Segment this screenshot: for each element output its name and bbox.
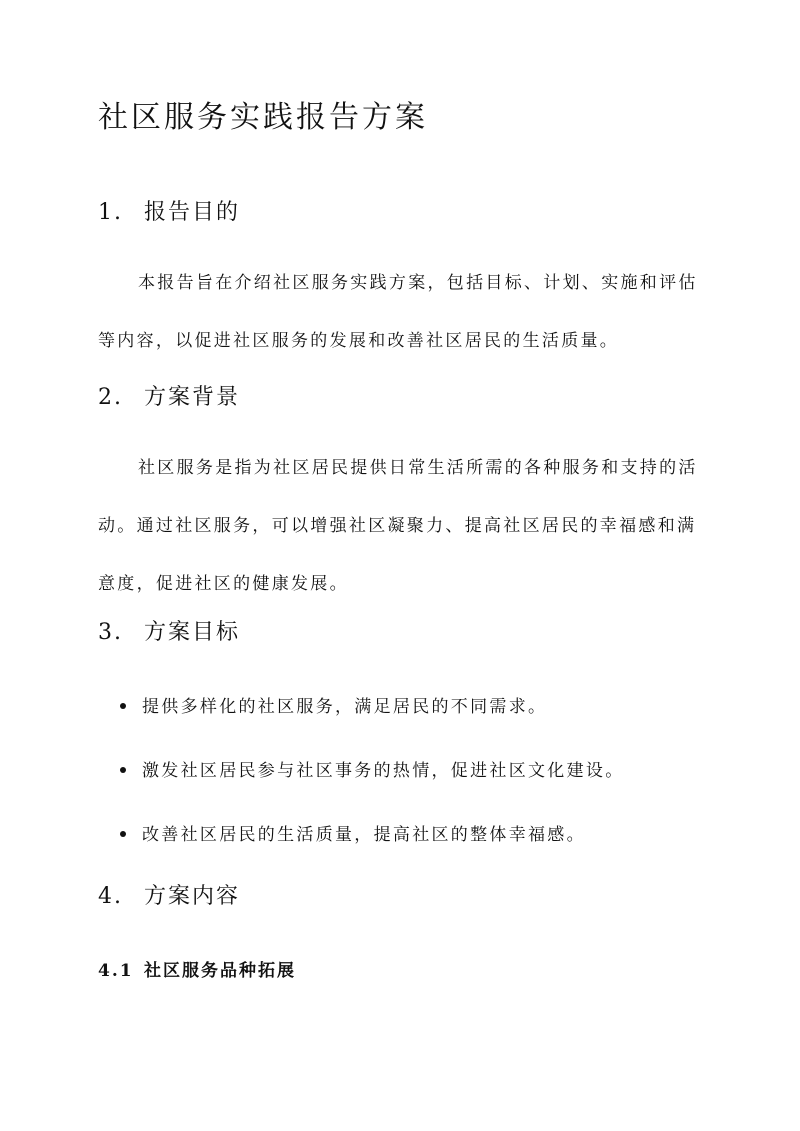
subsection-heading <box>98 957 296 985</box>
bullet-icon <box>120 831 126 837</box>
section-title: 报告目的 <box>144 200 241 225</box>
bullet-icon <box>120 767 126 773</box>
section-number: 3. <box>98 620 123 645</box>
list-item <box>98 739 718 803</box>
list-item-text: 改善社区居民的生活质量，提高社区的整体幸福感。 <box>142 825 586 845</box>
list-item-text: 提供多样化的社区服务，满足居民的不同需求。 <box>142 697 548 717</box>
section-heading-purpose <box>98 196 240 230</box>
section-heading-background <box>98 381 240 415</box>
bullet-icon <box>120 703 126 709</box>
subsection-title: 社区服务品种拓展 <box>144 961 296 981</box>
goals-list <box>98 675 718 867</box>
section-title: 方案内容 <box>144 884 241 909</box>
section-title: 方案目标 <box>144 620 241 645</box>
section-number: 4. <box>98 884 123 909</box>
purpose-paragraph: 本报告旨在介绍社区服务实践方案，包括目标、计划、实施和评估等内容，以促进社区服务的发展和改善社区居民的生活质量。 <box>98 273 698 351</box>
list-item <box>98 675 718 739</box>
section-number: 2. <box>98 385 123 410</box>
section-number: 1. <box>98 200 123 225</box>
section-heading-goals <box>98 616 240 650</box>
section-title: 方案背景 <box>144 385 241 410</box>
list-item-text: 激发社区居民参与社区事务的热情，促进社区文化建设。 <box>142 761 625 781</box>
document-title: 社区服务实践报告方案 <box>98 100 428 135</box>
background-paragraph: 社区服务是指为社区居民提供日常生活所需的各种服务和支持的活动。通过社区服务，可以增强社区凝聚力、提高社区居民的幸福感和满意度，促进社区的健康发展。 <box>98 458 698 594</box>
subsection-number: 4.1 <box>98 961 134 981</box>
section-heading-content <box>98 880 240 914</box>
list-item <box>98 803 718 867</box>
